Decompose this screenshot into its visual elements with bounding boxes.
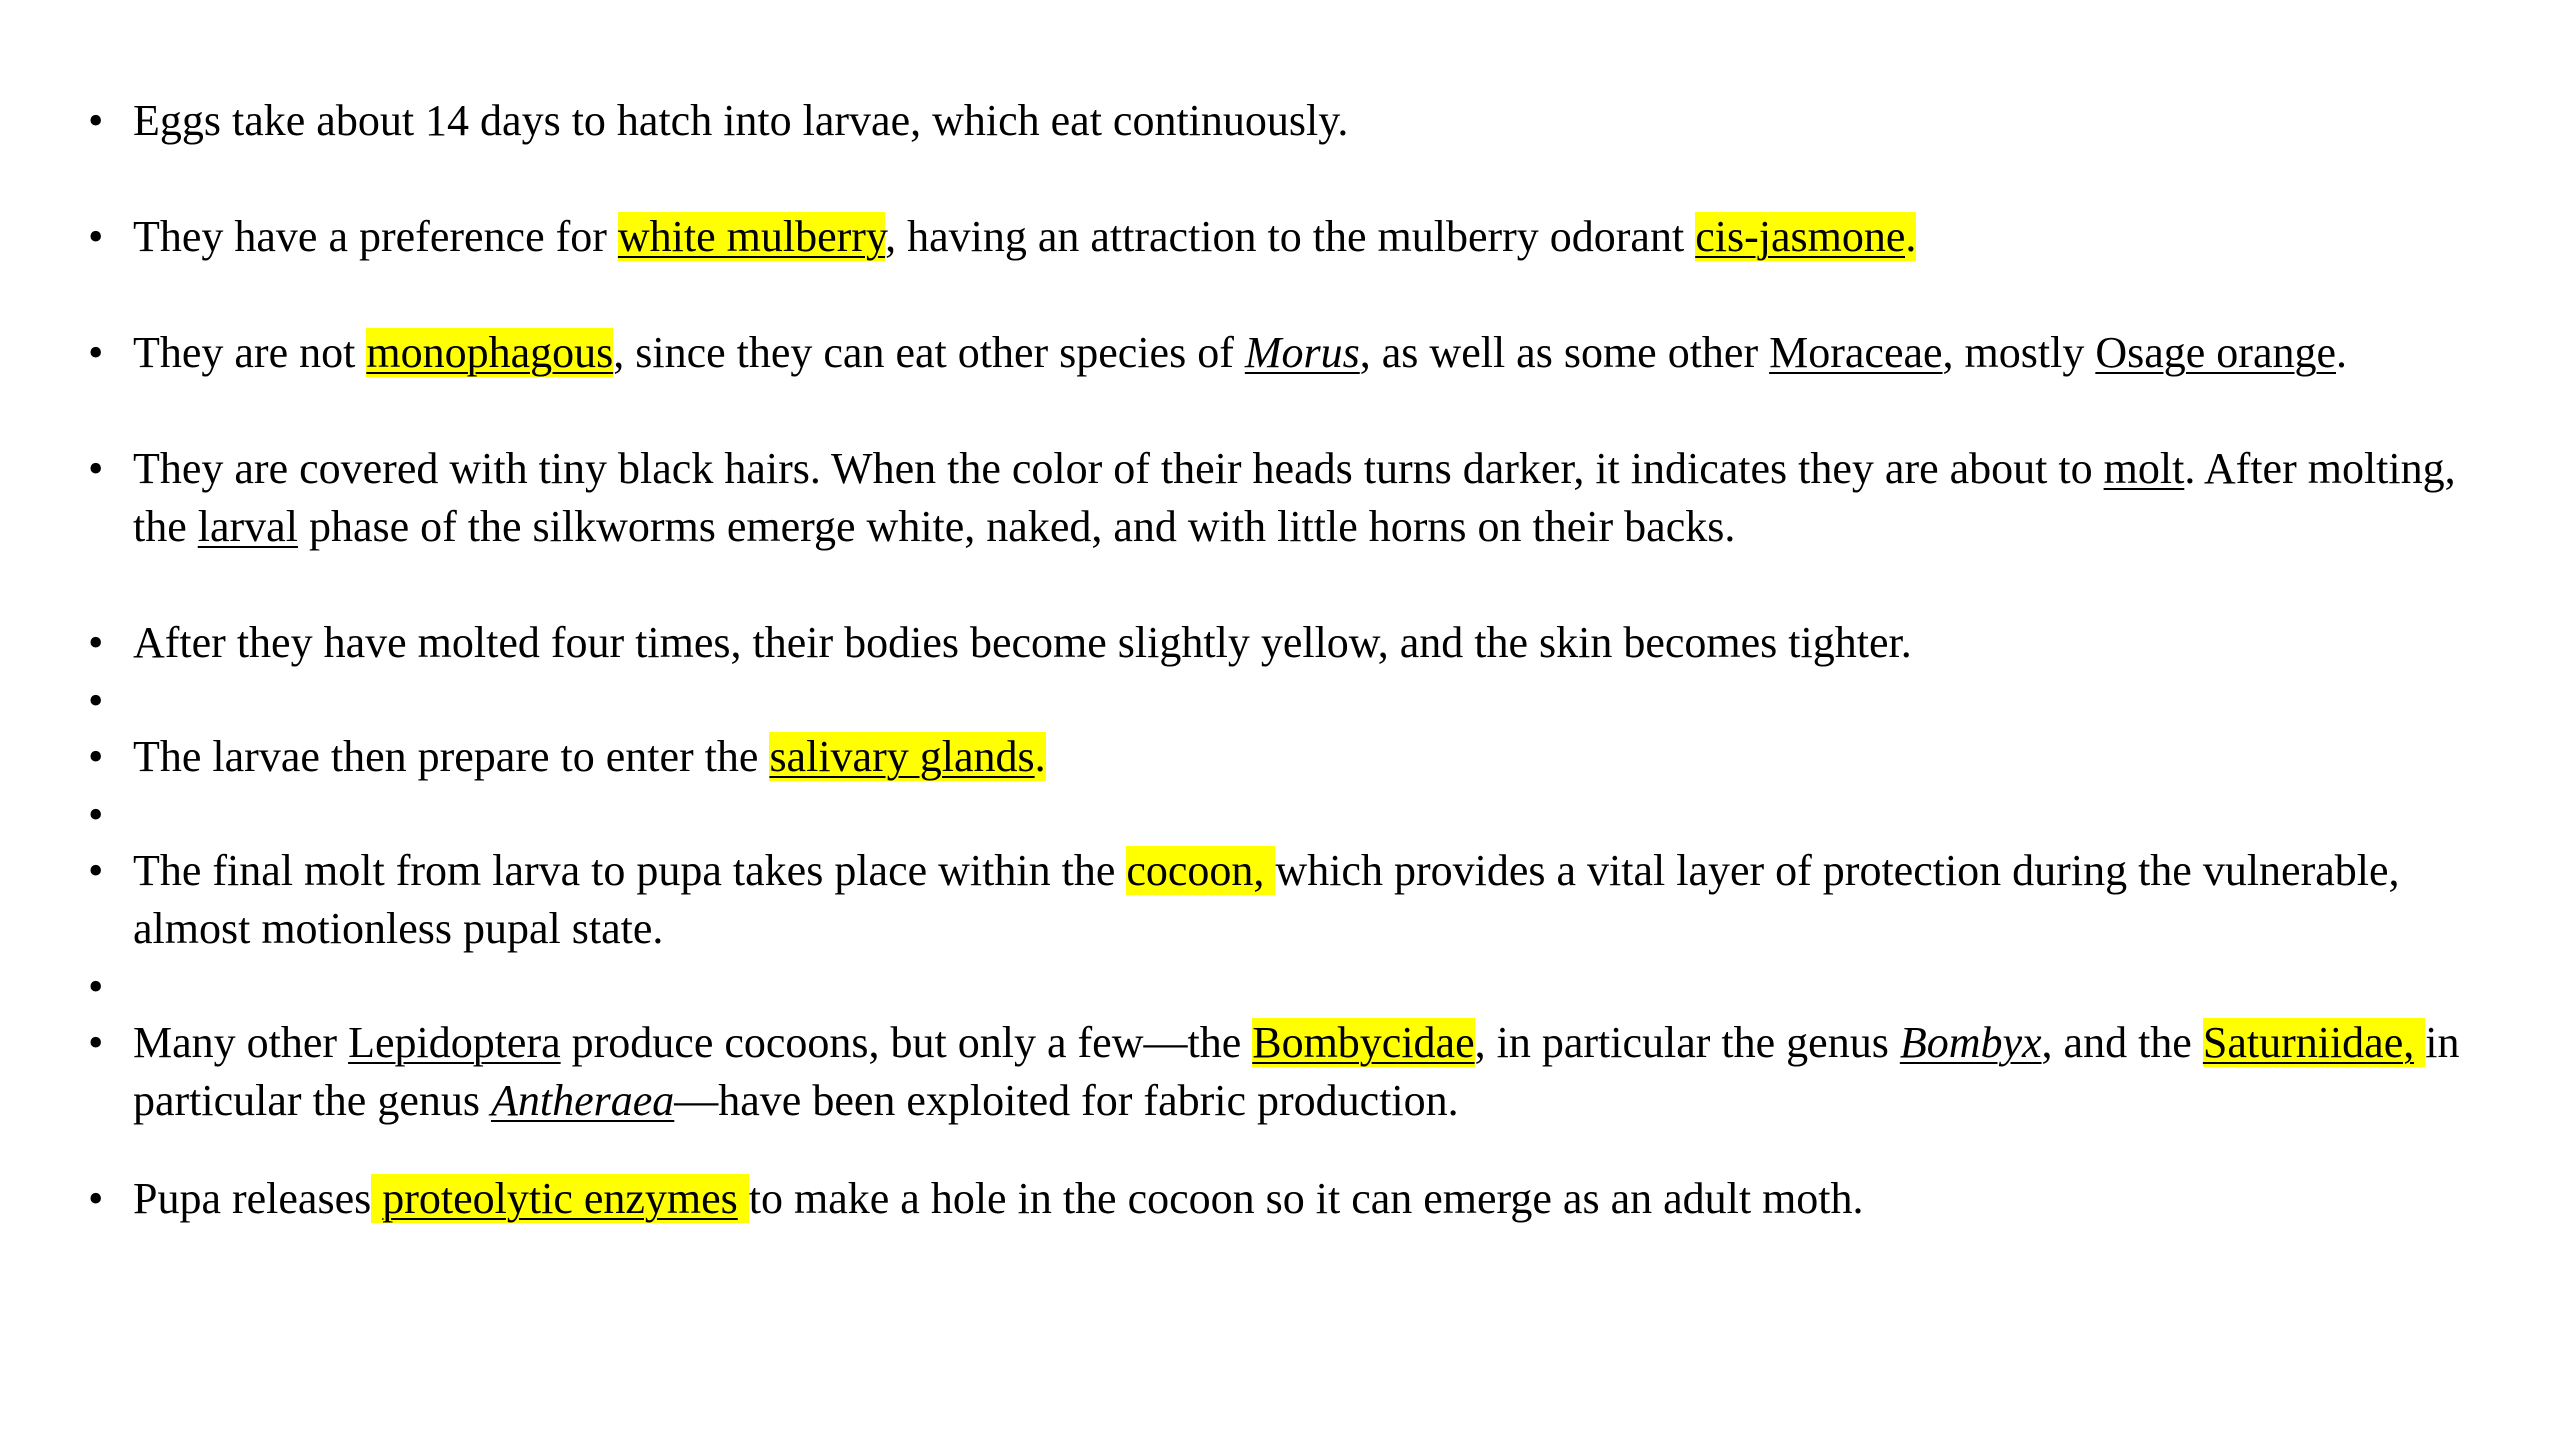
empty-list-item xyxy=(88,786,2488,840)
text-run: , since they can eat other species of xyxy=(613,328,1245,377)
list-item xyxy=(88,92,2488,150)
text-run: The final molt from larva to pupa takes place within the xyxy=(133,846,1127,895)
text-run: , having an attraction to the mulberry odorant xyxy=(885,212,1696,261)
text-run xyxy=(2414,1018,2425,1067)
bullet-icon: • xyxy=(88,846,104,895)
list-item xyxy=(88,614,2488,672)
text-run: which provides a vital layer of protection during the vulnerable, almost motionless pupal state. xyxy=(133,846,2400,953)
text-run: . After molting, the xyxy=(133,444,2456,551)
link-morus[interactable]: Morus xyxy=(1244,328,1360,377)
list-item xyxy=(88,440,2488,556)
link-monophagous[interactable]: monophagous xyxy=(366,328,614,377)
item-text xyxy=(133,208,2488,266)
text-run: Many other xyxy=(133,1018,349,1067)
list-item xyxy=(88,208,2488,266)
bullet-icon: • xyxy=(88,790,104,839)
item-text xyxy=(133,1170,2488,1228)
link-moraceae[interactable]: Moraceae xyxy=(1769,328,1943,377)
list-item xyxy=(88,842,2488,958)
text-run xyxy=(738,1174,749,1223)
text-run: , in particular the genus xyxy=(1474,1018,1900,1067)
item-text xyxy=(133,440,2488,556)
item-text xyxy=(133,324,2488,382)
bullet-icon: • xyxy=(88,962,104,1011)
link-molt[interactable]: molt xyxy=(2103,444,2185,493)
bullet-icon: • xyxy=(88,1174,104,1223)
text-run: After they have molted four times, their bodies become slightly yellow, and the skin becomes tighter. xyxy=(133,618,1912,667)
link-bombycidae[interactable]: Bombycidae xyxy=(1252,1018,1475,1067)
text-run: phase of the silkworms emerge white, naked, and with little horns on their backs. xyxy=(297,502,1736,551)
text-run: . xyxy=(1905,212,1917,261)
bullet-icon: • xyxy=(88,96,104,145)
text-run: , as well as some other xyxy=(1359,328,1770,377)
list-item xyxy=(88,1170,2488,1228)
document-body xyxy=(88,92,2488,1228)
text-run: , mostly xyxy=(1942,328,2096,377)
empty-list-item xyxy=(88,672,2488,726)
link-salivary-glands[interactable]: salivary glands xyxy=(769,732,1035,781)
text-run xyxy=(371,1174,382,1223)
text-run: They are covered with tiny black hairs. When the color of their heads turns darker, it indicates they are about to xyxy=(133,444,2104,493)
item-text xyxy=(133,614,2488,672)
bullet-icon: • xyxy=(88,732,104,781)
empty-list-item xyxy=(88,958,2488,1012)
bullet-icon: • xyxy=(88,676,104,725)
list-item xyxy=(88,324,2488,382)
link-larval[interactable]: larval xyxy=(197,502,298,551)
text-run: to make a hole in the cocoon so it can emerge as an adult moth. xyxy=(748,1174,1864,1223)
text-run: They have a preference for xyxy=(133,212,618,261)
link-antheraea[interactable]: Antheraea xyxy=(490,1076,675,1125)
text-run: . xyxy=(2336,328,2347,377)
text-run: produce cocoons, but only a few—the xyxy=(560,1018,1253,1067)
link-white-mulberry[interactable]: white mulberry xyxy=(617,212,886,261)
item-text xyxy=(133,92,2488,150)
item-text xyxy=(133,728,2488,786)
link-osage-orange[interactable]: Osage orange xyxy=(2095,328,2336,377)
text-run: —have been exploited for fabric production. xyxy=(674,1076,1459,1125)
bullet-icon: • xyxy=(88,212,104,261)
bullet-icon: • xyxy=(88,444,104,493)
text-run: in particular the genus xyxy=(133,1018,2460,1125)
link-cis-jasmone[interactable]: cis-jasmone xyxy=(1695,212,1906,261)
link-lepidoptera[interactable]: Lepidoptera xyxy=(348,1018,561,1067)
link-saturniidae[interactable]: Saturniidae, xyxy=(2202,1018,2415,1067)
bullet-icon: • xyxy=(88,1018,104,1067)
text-run: The larvae then prepare to enter the xyxy=(133,732,770,781)
text-run: . xyxy=(1034,732,1046,781)
list-item xyxy=(88,728,2488,786)
text-run-cocoon: cocoon, xyxy=(1126,846,1276,895)
item-text xyxy=(133,842,2488,958)
link-proteolytic-enzymes[interactable]: proteolytic enzymes xyxy=(382,1174,738,1223)
list-item xyxy=(88,1014,2488,1130)
bullet-list xyxy=(88,92,2488,1228)
bullet-icon: • xyxy=(88,618,104,667)
text-run: They are not xyxy=(133,328,367,377)
item-text xyxy=(133,1014,2488,1130)
bullet-icon: • xyxy=(88,328,104,377)
text-run: Eggs take about 14 days to hatch into larvae, which eat continuously. xyxy=(133,96,1349,145)
link-bombyx[interactable]: Bombyx xyxy=(1899,1018,2042,1067)
text-run: Pupa releases xyxy=(133,1174,372,1223)
text-run: , and the xyxy=(2041,1018,2203,1067)
